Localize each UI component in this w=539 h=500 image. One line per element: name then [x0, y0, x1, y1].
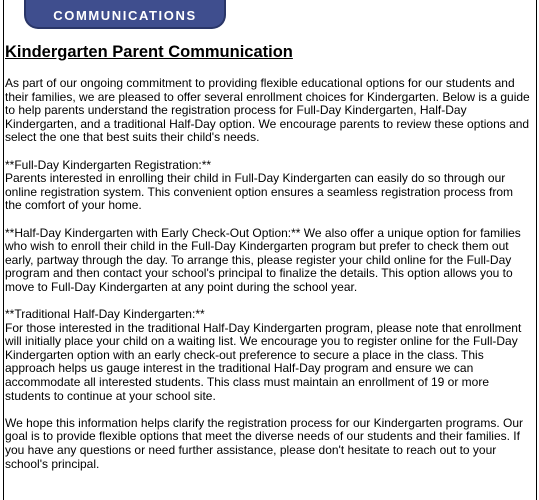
full-day-section	[5, 159, 533, 213]
traditional-half-day-section	[5, 308, 533, 403]
traditional-half-day-heading: **Traditional Half-Day Kindergarten:**	[5, 307, 205, 322]
page-title: Kindergarten Parent Communication	[5, 43, 293, 61]
intro-paragraph: As part of our ongoing commitment to providing flexible educational options for our students and their families, we are pleased to offer several enrollment choices for Kindergarten. Below is a guide to help parents understand the registration process for Full-Day Kindergarten, Half-Day Kindergarten, and a traditional Half-Day option. We encourage parents to review these options and select the one that best suits their child's needs.	[5, 76, 530, 145]
document-body	[5, 77, 533, 471]
closing-paragraph: We hope this information helps clarify the registration process for our Kindergarten programs. Our goal is to provide flexible options that meet the diverse needs of our students and their families. If you have any questions or need further assistance, please don't hesitate to reach out to your school's principal.	[5, 415, 524, 471]
full-day-body: Parents interested in enrolling their child in Full-Day Kindergarten can easily do so through our online registration system. This convenient option ensures a seamless registration process from the comfort of your home.	[5, 171, 514, 213]
full-day-heading: **Full-Day Kindergarten Registration:**	[5, 157, 212, 172]
traditional-half-day-body: For those interested in the traditional Half-Day Kindergarten program, please note that enrollment will initially place your child on a waiting list. We encourage you to register online for the Full-Day Kindergarten option with an early check-out preference to secure a place in the class. This approach helps us gauge interest in the traditional Half-Day program and ensure we can accommodate all interested students. This class must maintain an enrollment of 19 or more students to continue at your school site.	[5, 320, 522, 403]
half-day-early-checkout-paragraph: **Half-Day Kindergarten with Early Check-Out Option:** We also offer a unique option for families who wish to enroll their child in the Full-Day Kindergarten program but prefer to check them out early, partway through the day. To arrange this, please register your child online for the Full-Day program and then contact your school's principal to finalize the details. This option allows you to move to Full-Day Kindergarten at any point during the school year.	[5, 225, 521, 294]
district-logo	[24, 0, 226, 29]
logo-text: COMMUNICATIONS	[53, 8, 197, 23]
